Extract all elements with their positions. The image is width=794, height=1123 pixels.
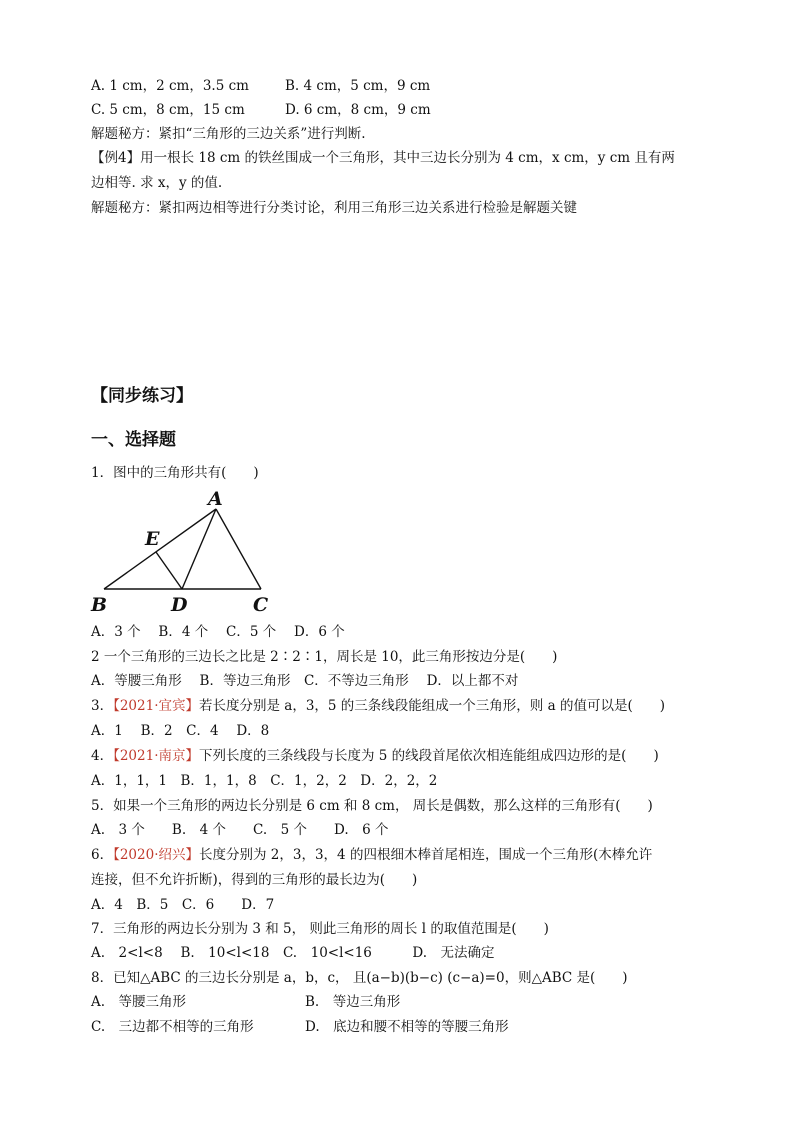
question-1-stem: 1．图中的三角形共有( ): [91, 465, 259, 481]
question-3-source-tag: 【2021·宜宾】: [113, 698, 199, 714]
question-6-text: 长度分别为 2，3，3，4 的四根细木棒首尾相连，围成一个三角形(木棒允许: [199, 847, 653, 863]
question-8-option-b: B. 等边三角形: [305, 994, 401, 1010]
question-4-options: A．1，1，1 B．1，1，8 C．1，2，2 D．2，2，2: [91, 773, 438, 789]
question-3-number: 3．: [91, 698, 114, 714]
question-1-options: A．3 个 B．4 个 C．5 个 D．6 个: [91, 624, 345, 640]
question-6-stem: [91, 846, 652, 864]
solution-tip-2: 解题秘方：紧扣两边相等进行分类讨论，利用三角形三边关系进行检验是解题关键: [91, 200, 577, 216]
label-c: C: [253, 594, 269, 616]
example-4-line-2: 边相等. 求 x，y 的值.: [91, 175, 223, 191]
question-7-options: A. 2<l<8 B. 10<l<18 C. 10<l<16 D. 无法确定: [91, 945, 495, 961]
label-e: E: [145, 528, 160, 550]
question-4-number: 4．: [91, 748, 114, 764]
question-3-stem: [91, 697, 665, 715]
question-8-option-c: C. 三边都不相等的三角形: [91, 1019, 254, 1035]
label-d: D: [171, 594, 188, 616]
question-2-stem: 2 一个三角形的三边长之比是 2∶2∶1，周长是 10，此三角形按边分是( ): [91, 649, 558, 665]
option-a: A. 1 cm，2 cm，3.5 cm: [91, 78, 249, 94]
example-4-line-1: [91, 149, 675, 167]
label-a: A: [208, 488, 223, 510]
example-4-text: 用一根长 18 cm 的铁丝围成一个三角形，其中三边长分别为 4 cm，x cm，y cm 且有两: [140, 150, 675, 166]
question-4-stem: [91, 747, 659, 765]
question-8-option-a: A. 等腰三角形: [91, 994, 187, 1010]
question-7-stem: 7．三角形的两边长分别为 3 和 5， 则此三角形的周长 l 的取值范围是( ): [91, 921, 549, 937]
question-3-text: 若长度分别是 a，3，5 的三条线段能组成一个三角形，则 a 的值可以是( ): [199, 698, 665, 714]
label-b: B: [91, 594, 108, 616]
section-title: 【同步练习】: [91, 386, 193, 406]
triangle-figure: [88, 485, 278, 617]
question-6-source-tag: 【2020·绍兴】: [113, 847, 199, 863]
question-3-options: A．1 B．2 C．4 D．8: [91, 723, 270, 739]
question-2-options: A．等腰三角形 B．等边三角形 C．不等边三角形 D．以上都不对: [91, 673, 519, 689]
segment-ac: [216, 509, 261, 589]
question-8-option-d: D. 底边和腰不相等的等腰三角形: [305, 1019, 509, 1035]
question-6-options: A．4 B．5 C．6 D．7: [91, 897, 275, 913]
option-c: C. 5 cm，8 cm，15 cm: [91, 102, 245, 118]
question-6-stem-continued: 连接，但不允许折断)，得到的三角形的最长边为( ): [91, 872, 418, 888]
question-6-number: 6．: [91, 847, 114, 863]
question-8-stem: 8．已知△ABC 的三边长分别是 a，b，c， 且(a−b)(b−c) (c−a)=0，则△ABC 是( ): [91, 970, 628, 986]
subsection-title: 一、选择题: [91, 430, 176, 450]
option-b: B. 4 cm，5 cm，9 cm: [285, 78, 431, 94]
solution-tip-1: 解题秘方：紧扣“三角形的三边关系”进行判断.: [91, 126, 366, 142]
question-5-options: A. 3 个 B. 4 个 C. 5 个 D. 6 个: [91, 822, 389, 838]
question-5-stem: 5．如果一个三角形的两边长分别是 6 cm 和 8 cm， 周长是偶数，那么这样的三角形有( ): [91, 798, 653, 814]
example-4-tag: 【例4】: [91, 150, 141, 166]
question-4-text: 下列长度的三条线段与长度为 5 的线段首尾依次相连能组成四边形的是( ): [199, 748, 659, 764]
option-d: D. 6 cm，8 cm，9 cm: [285, 102, 431, 118]
question-4-source-tag: 【2021·南京】: [113, 748, 199, 764]
segment-ed: [156, 552, 182, 589]
